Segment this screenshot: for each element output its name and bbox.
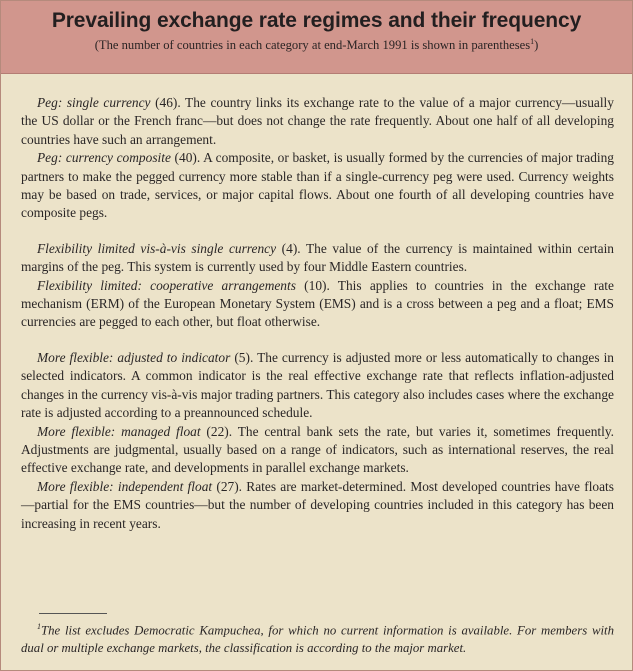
regime-name: Peg: single currency	[37, 95, 151, 110]
footnote-divider	[39, 613, 107, 614]
footnote-text: The list excludes Democratic Kampuchea, for which no current information is available. For members with dual or multiple exchange markets, the classification is according to the major market.	[21, 623, 614, 656]
regime-name: Flexibility limited: cooperative arrangements	[37, 277, 296, 293]
section-gap	[21, 332, 614, 349]
regime-name: More flexible: managed float	[37, 423, 201, 439]
paragraph-adjusted-indicator	[21, 349, 614, 423]
section-gap	[21, 223, 614, 240]
regime-description: (5). The currency is adjusted more or less automatically to changes in selected indicators. A common indicator is the real effective exchange rate that reflects inflation-adjusted changes in the currency vis-à-vis major trading partners. This category also includes cases where the exchange rate is adjusted according to a preannounced schedule.	[21, 349, 614, 421]
regime-name: More flexible: independent float	[37, 478, 213, 494]
regime-description: (22). The central bank sets the rate, but varies it, sometimes frequently. Adjustments are judgmental, usually based on a range of indicators, such as international reserves, the real effective exchange rate, and developments in parallel exchange markets.	[21, 423, 614, 476]
body-text	[21, 94, 614, 533]
regime-description: (27). Rates are market-determined. Most developed countries have floats—partial for the EMS countries—but the number of developing countries included in this category has been increasing in recent years.	[21, 478, 614, 531]
footnote	[21, 618, 614, 657]
footnote-reference: 1	[530, 37, 535, 46]
regime-description: (10). This applies to countries in the exchange rate mechanism (ERM) of the European Monetary System (EMS) and is a cross between a peg and a float; EMS currencies are pegged to each other, but float otherwise.	[21, 277, 614, 330]
subtitle-text: (The number of countries in each category at end-March 1991 is shown in parentheses	[94, 38, 531, 53]
paragraph-flex-cooperative	[21, 277, 614, 332]
regime-description: (46). The country links its exchange rate to the value of a major currency—usually the US dollar or the French franc—but does not change the rate frequently. About one half of all developing countries have such an arrangement.	[21, 95, 614, 147]
paragraph-peg-single	[21, 94, 614, 149]
regime-description: (40). A composite, or basket, is usually formed by the currencies of major trading partners to make the pegged currency more stable than if a single-currency peg were used. Currency weights may be based on trade, services, or major capital flows. About one fourth of all developing countries have composite pegs.	[21, 150, 614, 221]
paragraph-flex-single	[21, 240, 614, 277]
paragraph-independent-float	[21, 478, 614, 533]
regime-name: More flexible: adjusted to indicator	[37, 349, 231, 365]
regime-name: Peg: currency composite	[37, 150, 171, 166]
paragraph-managed-float	[21, 423, 614, 478]
footnote-mark: 1	[37, 622, 41, 631]
page-subtitle	[1, 37, 632, 53]
subtitle-close: )	[534, 38, 539, 53]
paragraph-peg-composite	[21, 149, 614, 223]
regime-name: Flexibility limited vis-à-vis single currency	[37, 240, 277, 256]
page-title: Prevailing exchange rate regimes and their frequency	[51, 9, 582, 32]
regime-description: (4). The value of the currency is maintained within certain margins of the peg. This system is currently used by four Middle Eastern countries.	[21, 240, 615, 275]
title-banner	[1, 1, 632, 74]
